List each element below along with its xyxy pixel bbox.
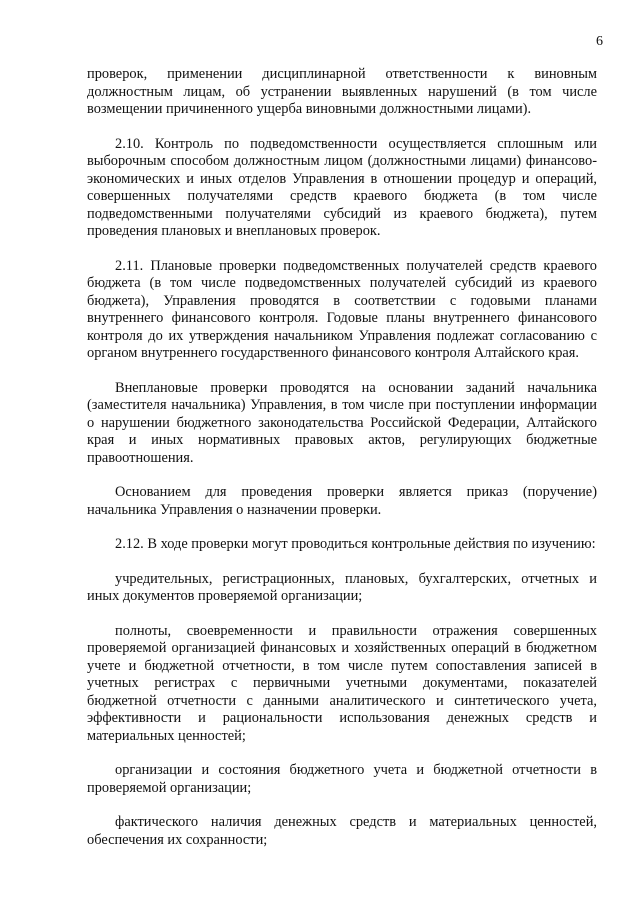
page-number: 6	[596, 34, 603, 49]
list-item-documents: учредительных, регистрационных, плановых, бухгалтерских, отчетных и иных документов проверяемой организации;	[87, 570, 597, 604]
list-item-accounting-organization: организации и состояния бюджетного учета и бюджетной отчетности в проверяемой организации;	[87, 762, 597, 796]
paragraph-continuation: проверок, применении дисциплинарной ответственности к виновным должностным лицам, об устранении выявленных нарушений (в том числе возмещении причиненного ущерба виновными должностными лицами).	[87, 66, 597, 117]
document-body	[87, 66, 597, 866]
paragraph-inspection-basis: Основанием для проведения проверки является приказ (поручение) начальника Управления о назначении проверки.	[87, 484, 597, 518]
paragraph-unscheduled-inspections: Внеплановые проверки проводятся на основании заданий начальника (заместителя начальника) Управления, в том числе при поступлении информации о нарушении бюджетного законодательства Российской Федерации, Алтайского края и иных нормативных правовых актов, регулирующих бюджетные правоотношения.	[87, 379, 597, 466]
paragraph-2-11: 2.11. Плановые проверки подведомственных получателей средств краевого бюджета (в том числе подведомственных получателей субсидий из краевого бюджета), Управления проводятся в соответствии с годовыми планами внутреннего финансового контроля. Годовые планы внутреннего финансового контроля до их утверждения начальником Управления подлежат согласованию с органом внутреннего государственного финансового контроля Алтайского края.	[87, 257, 597, 361]
list-item-completeness: полноты, своевременности и правильности отражения совершенных проверяемой организацией финансовых и хозяйственных операций в бюджетном учете и бюджетной отчетности, в том числе путем сопоставления записей в учетных регистрах с первичными учетными документами, показателей бюджетной отчетности с данными аналитического и синтетического учета, эффективности и рациональности использования денежных средств и материальных ценностей;	[87, 622, 597, 744]
paragraph-2-10: 2.10. Контроль по подведомственности осуществляется сплошным или выборочным способом должностным лицом (должностными лицами) финансово-экономических и иных отделов Управления в отношении процедур и операций, совершенных получателями средств краевого бюджета (в том числе подведомственными получателями субсидий из краевого бюджета), путем проведения плановых и внеплановых проверок.	[87, 135, 597, 239]
paragraph-2-12: 2.12. В ходе проверки могут проводиться контрольные действия по изучению:	[115, 536, 596, 552]
list-item-actual-assets: фактического наличия денежных средств и материальных ценностей, обеспечения их сохранности;	[87, 814, 597, 848]
